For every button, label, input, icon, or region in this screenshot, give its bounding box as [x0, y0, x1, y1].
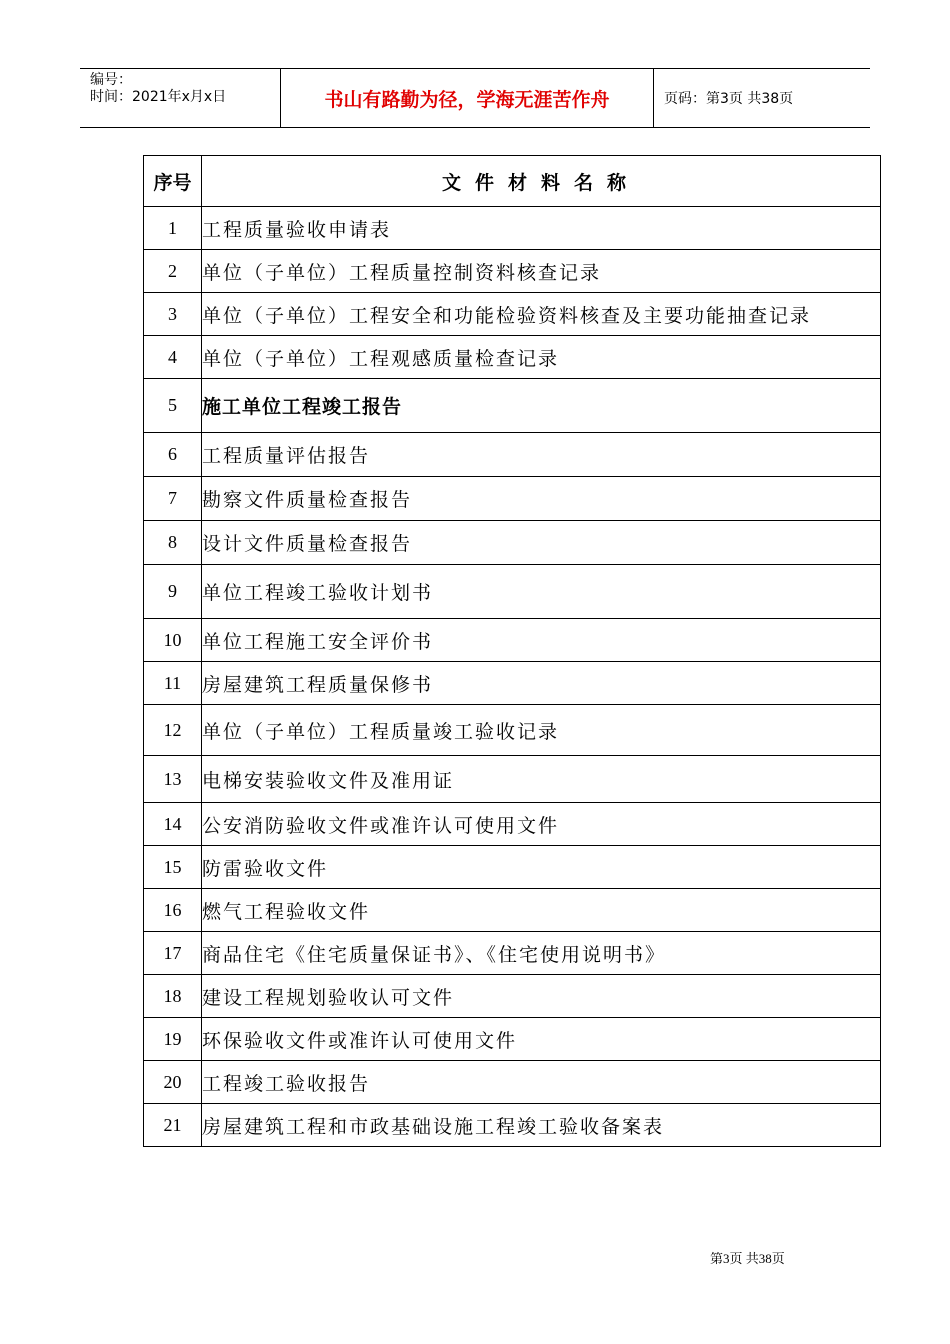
row-no: 8	[144, 521, 202, 565]
table-header-row	[144, 156, 881, 207]
table-row	[144, 1018, 881, 1061]
row-name: 单位（子单位）工程安全和功能检验资料核查及主要功能抽查记录	[202, 293, 881, 336]
row-name: 单位工程竣工验收计划书	[202, 565, 881, 619]
table-row	[144, 705, 881, 756]
row-no: 1	[144, 207, 202, 250]
document-list-table	[143, 155, 881, 1147]
table-row	[144, 336, 881, 379]
row-no: 4	[144, 336, 202, 379]
row-no: 6	[144, 433, 202, 477]
row-no: 3	[144, 293, 202, 336]
table-row	[144, 565, 881, 619]
table-row	[144, 293, 881, 336]
row-name: 单位工程施工安全评价书	[202, 619, 881, 662]
row-no: 10	[144, 619, 202, 662]
row-no: 9	[144, 565, 202, 619]
row-name: 房屋建筑工程质量保修书	[202, 662, 881, 705]
row-no: 5	[144, 379, 202, 433]
header-motto: 书山有路勤为径，学海无涯苦作舟	[281, 69, 654, 127]
row-no: 20	[144, 1061, 202, 1104]
row-name: 单位（子单位）工程观感质量检查记录	[202, 336, 881, 379]
table-row	[144, 846, 881, 889]
header-no: 序号	[144, 156, 202, 207]
row-name: 工程竣工验收报告	[202, 1061, 881, 1104]
row-name: 环保验收文件或准许认可使用文件	[202, 1018, 881, 1061]
page-header	[80, 68, 870, 128]
row-no: 17	[144, 932, 202, 975]
row-no: 16	[144, 889, 202, 932]
row-name: 设计文件质量检查报告	[202, 521, 881, 565]
row-no: 11	[144, 662, 202, 705]
row-no: 14	[144, 803, 202, 846]
row-no: 7	[144, 477, 202, 521]
table-row	[144, 619, 881, 662]
table-row	[144, 889, 881, 932]
row-no: 12	[144, 705, 202, 756]
row-name: 工程质量评估报告	[202, 433, 881, 477]
row-no: 13	[144, 756, 202, 803]
table-row	[144, 1061, 881, 1104]
row-no: 18	[144, 975, 202, 1018]
row-name: 公安消防验收文件或准许认可使用文件	[202, 803, 881, 846]
row-name: 防雷验收文件	[202, 846, 881, 889]
page-footer: 第3页 共38页	[710, 1251, 785, 1266]
table-row	[144, 662, 881, 705]
row-name: 工程质量验收申请表	[202, 207, 881, 250]
table-row	[144, 379, 881, 433]
header-meta	[80, 69, 281, 127]
header-page-info: 页码：第3页 共38页	[664, 91, 794, 107]
row-no: 2	[144, 250, 202, 293]
table-row	[144, 932, 881, 975]
row-no: 21	[144, 1104, 202, 1147]
row-name: 房屋建筑工程和市政基础设施工程竣工验收备案表	[202, 1104, 881, 1147]
row-name: 单位（子单位）工程质量控制资料核查记录	[202, 250, 881, 293]
row-name: 燃气工程验收文件	[202, 889, 881, 932]
row-name: 电梯安装验收文件及准用证	[202, 756, 881, 803]
table-row	[144, 250, 881, 293]
header-name: 文件材料名称	[202, 156, 881, 207]
row-no: 15	[144, 846, 202, 889]
table-row	[144, 207, 881, 250]
row-name: 商品住宅《住宅质量保证书》、《住宅使用说明书》	[202, 932, 881, 975]
table-row	[144, 975, 881, 1018]
row-name: 勘察文件质量检查报告	[202, 477, 881, 521]
table-row	[144, 521, 881, 565]
row-no: 19	[144, 1018, 202, 1061]
row-name: 建设工程规划验收认可文件	[202, 975, 881, 1018]
table-row	[144, 756, 881, 803]
number-label: 编号：	[90, 72, 132, 88]
table-row	[144, 433, 881, 477]
row-name: 施工单位工程竣工报告	[202, 379, 881, 433]
table-row	[144, 477, 881, 521]
table-row	[144, 803, 881, 846]
row-name: 单位（子单位）工程质量竣工验收记录	[202, 705, 881, 756]
table-row	[144, 1104, 881, 1147]
time-label: 时间：2021年x月x日	[90, 89, 227, 105]
